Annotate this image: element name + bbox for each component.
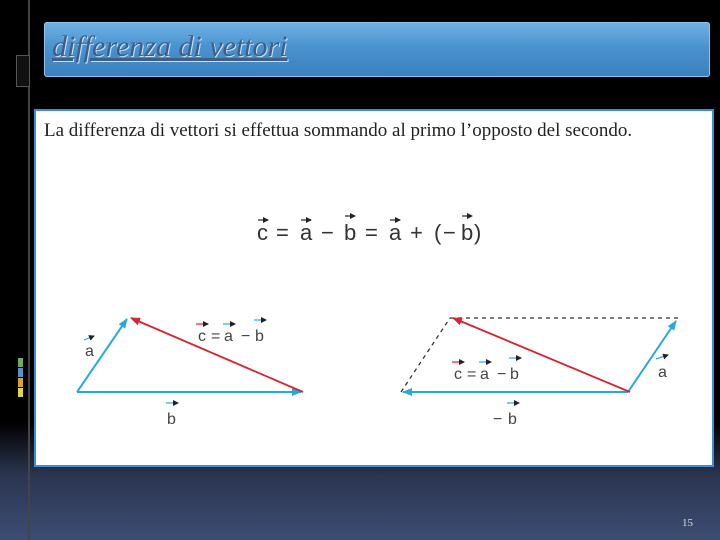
left-figure <box>77 318 303 428</box>
right-label-c: c <box>454 366 462 383</box>
vector-arrow-icon <box>84 336 94 340</box>
formula-plus: + <box>410 220 423 245</box>
formula-negative: − <box>443 220 456 245</box>
right-label-b: b <box>508 411 517 428</box>
right-label-minus: − <box>497 366 507 383</box>
formula-a: a <box>389 220 402 245</box>
left-label-a: a <box>224 328 233 345</box>
left-label-a: a <box>85 343 94 360</box>
formula-a: a <box>300 220 313 245</box>
page-number: 15 <box>682 517 693 529</box>
right-label-b: b <box>510 366 519 383</box>
formula-minus: − <box>321 220 334 245</box>
formula-paren-close: ) <box>474 220 482 245</box>
right-label-equals: = <box>467 366 477 383</box>
left-label-c: c <box>198 328 206 345</box>
right-label-a: a <box>658 364 667 381</box>
vector-arrow-icon <box>656 355 668 359</box>
right-figure <box>401 318 678 428</box>
formula-equals: = <box>276 220 289 245</box>
formula-c: c <box>257 220 268 245</box>
vector-a-arrow <box>628 321 676 392</box>
right-label-a: a <box>480 366 489 383</box>
left-label-equals: = <box>211 328 221 345</box>
formula-b: b <box>461 220 474 245</box>
left-label-b: b <box>167 411 176 428</box>
dashed-a-copy <box>401 318 450 392</box>
left-label-minus: − <box>241 328 251 345</box>
slide-title: differenza di vettori <box>52 30 288 63</box>
formula-equals: = <box>365 220 378 245</box>
formula-b: b <box>344 220 357 245</box>
left-label-b: b <box>255 328 264 345</box>
formula <box>257 216 481 245</box>
right-label-negative: − <box>493 411 503 428</box>
formula-paren-open: ( <box>434 220 442 245</box>
body-text: La differenza di vettori si effettua sommando al primo l’opposto del secondo. <box>44 120 633 141</box>
